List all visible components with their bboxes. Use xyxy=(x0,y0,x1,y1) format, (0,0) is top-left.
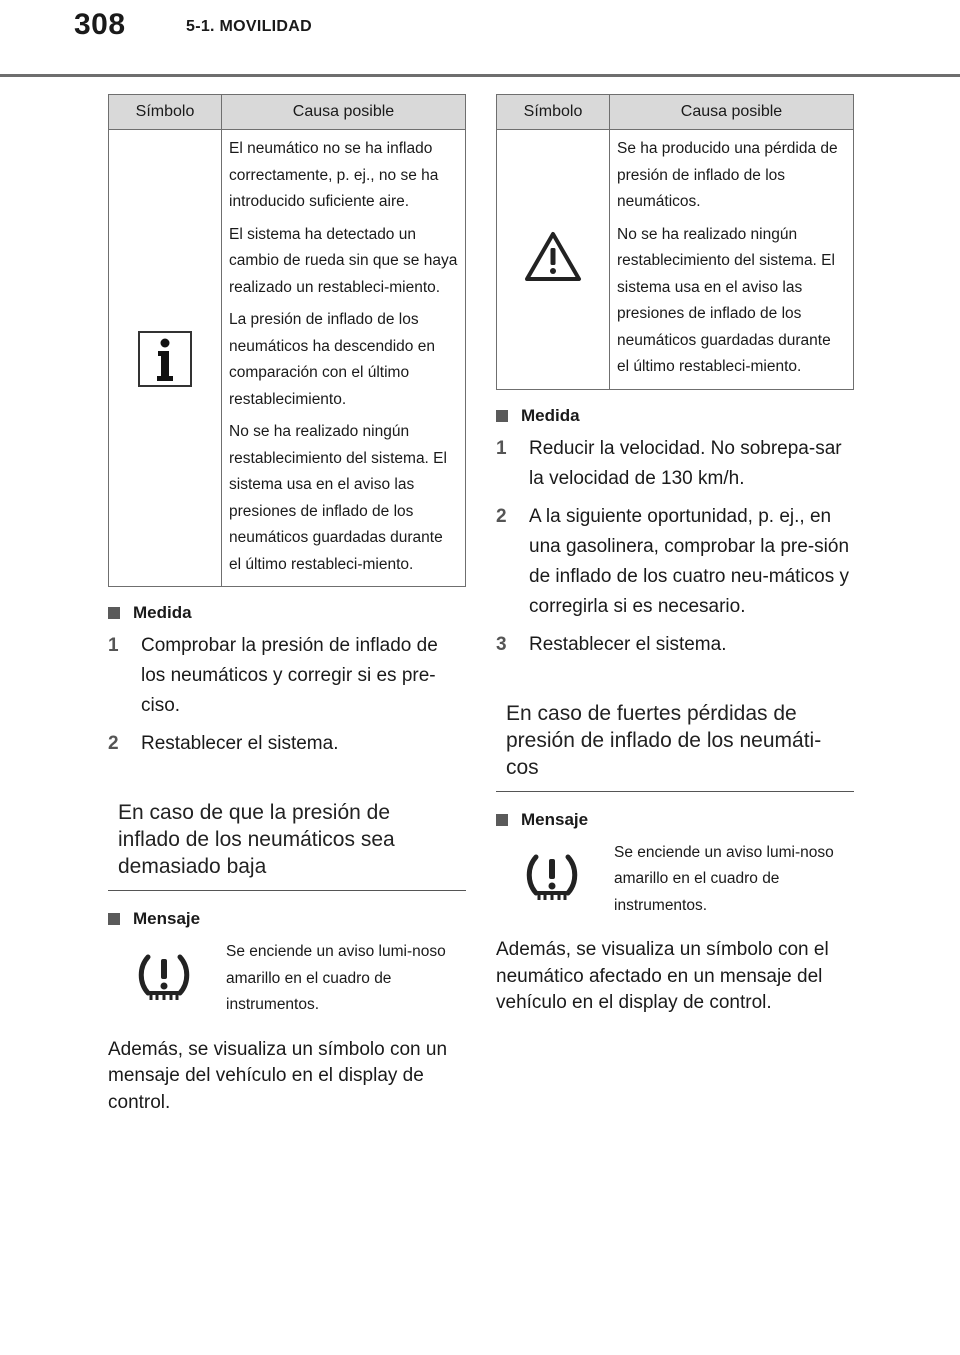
list-item xyxy=(496,434,854,494)
symbol-cell xyxy=(497,130,610,390)
square-bullet-icon xyxy=(496,814,508,826)
step-number: 2 xyxy=(496,505,507,527)
info-icon xyxy=(138,331,192,387)
symbol-cause-table xyxy=(108,94,466,587)
list-item xyxy=(108,729,466,759)
paragraph: Además, se visualiza un símbolo con un mensaje del vehículo en el display de control. xyxy=(108,1038,448,1113)
cause-text: La presión de inflado de los neumáticos ha descendido en comparación con el último restablecimiento. xyxy=(229,311,435,408)
section-heading: En caso de fuertes pérdidas de presión de inflado de los neumáti-cos xyxy=(496,692,854,792)
message-heading xyxy=(108,909,466,929)
header-rule xyxy=(0,74,960,77)
step-text: Restablecer el sistema. xyxy=(529,633,727,655)
step-number: 2 xyxy=(108,733,119,754)
measure-heading-label: Medida xyxy=(133,603,192,622)
cause-cell xyxy=(222,130,466,587)
cause-text: El neumático no se ha inflado correctamente, p. ej., no se ha introducido suficiente aire. xyxy=(229,140,439,210)
list-item xyxy=(108,631,466,721)
step-text: Reducir la velocidad. No sobrepa-sar la velocidad de 130 km/h. xyxy=(529,437,842,489)
message-text: Se enciende un aviso lumi-noso amarillo en el cuadro de instrumentos. xyxy=(614,843,834,914)
paragraph: Además, se visualiza un símbolo con el neumático afectado en un mensaje del vehículo en el display de control. xyxy=(496,939,829,1013)
table-header-cause: Causa posible xyxy=(610,95,854,130)
cause-text: No se ha realizado ningún restablecimiento del sistema. El sistema usa en el aviso las presiones de inflado de los neumáticos guardadas durante el último restableci-miento. xyxy=(229,423,447,573)
message-text: Se enciende un aviso lumi-noso amarillo en el cuadro de instrumentos. xyxy=(226,943,446,1013)
section-title: 5-1. MOVILIDAD xyxy=(186,18,312,35)
cause-text: El sistema ha detectado un cambio de rueda sin que se haya realizado un restableci-miento. xyxy=(229,225,458,296)
measure-heading-label: Medida xyxy=(521,405,580,425)
measure-steps xyxy=(108,631,466,759)
tire-pressure-warning-icon xyxy=(524,853,580,905)
step-number: 1 xyxy=(108,635,119,656)
cause-cell xyxy=(610,130,854,390)
page-number: 308 xyxy=(74,8,126,41)
measure-steps xyxy=(496,434,854,660)
left-column xyxy=(108,94,466,1116)
tire-pressure-warning-icon xyxy=(136,953,192,1005)
table-header-symbol: Símbolo xyxy=(497,95,610,130)
square-bullet-icon xyxy=(496,410,508,422)
symbol-cell xyxy=(109,130,222,587)
step-text: A la siguiente oportunidad, p. ej., en una gasolinera, comprobar la pre-sión de inflado de los cuatro neu-máticos y corregirla si es necesario. xyxy=(529,505,850,617)
step-text: Comprobar la presión de inflado de los neumáticos y corregir si es pre-ciso. xyxy=(141,635,438,716)
cause-text: Se ha producido una pérdida de presión de inflado de los neumáticos. xyxy=(617,140,838,210)
step-text: Restablecer el sistema. xyxy=(141,733,339,754)
square-bullet-icon xyxy=(108,607,120,619)
message-row xyxy=(108,939,466,1019)
cause-text: No se ha realizado ningún restablecimiento del sistema. El sistema usa en el aviso las presiones de inflado de los neumáticos guardadas durante el último restableci-miento. xyxy=(617,225,835,375)
table-header-symbol: Símbolo xyxy=(109,95,222,130)
list-item xyxy=(496,630,854,660)
section-heading: En caso de que la presión de inflado de los neumáticos sea demasiado baja xyxy=(108,791,466,891)
list-item xyxy=(496,502,854,622)
table-header-cause: Causa posible xyxy=(222,95,466,130)
message-heading-label: Mensaje xyxy=(133,909,201,928)
measure-heading xyxy=(108,603,466,623)
warning-triangle-icon xyxy=(524,231,582,283)
right-column xyxy=(496,94,854,1017)
step-number: 3 xyxy=(496,633,507,655)
message-heading-label: Mensaje xyxy=(521,809,589,829)
symbol-cause-table xyxy=(496,94,854,390)
message-heading xyxy=(496,810,854,830)
step-number: 1 xyxy=(496,437,507,459)
square-bullet-icon xyxy=(108,913,120,925)
measure-heading xyxy=(496,406,854,426)
message-row xyxy=(496,840,854,920)
